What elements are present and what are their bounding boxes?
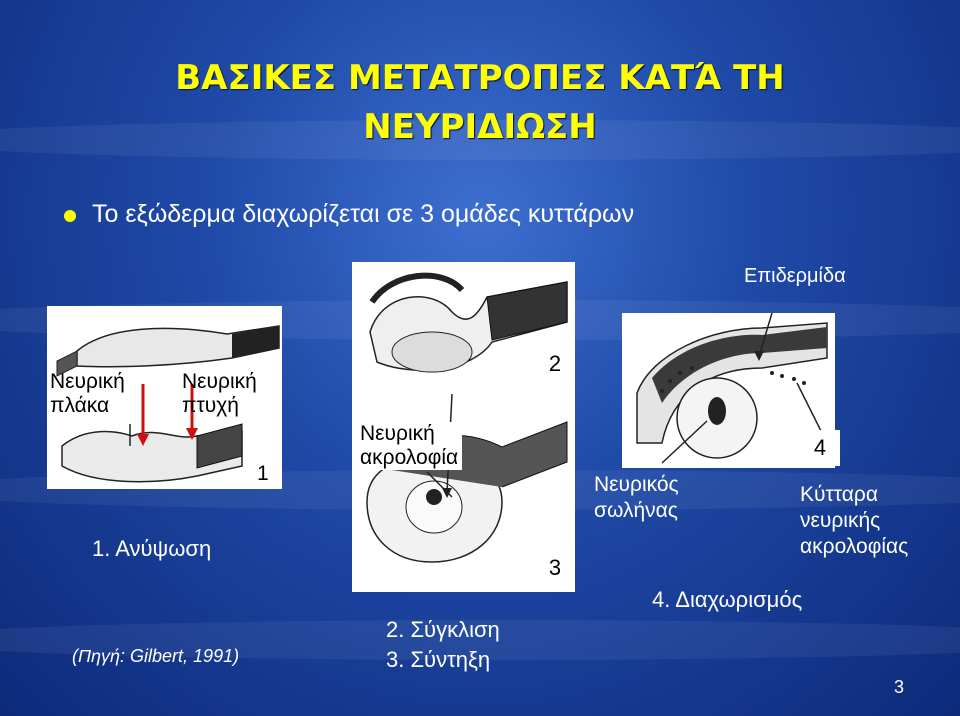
bullet-text: Το εξώδερμα διαχωρίζεται σε 3 ομάδες κυττάρων: [92, 200, 635, 228]
panel-number-4: 4: [800, 430, 840, 466]
label-neural-crest: Νευρική ακρολοφία: [356, 422, 462, 470]
slide-title-line2: ΝΕΥΡΙΔΙΩΣΗ: [363, 107, 597, 147]
slide-title-line1: ΒΑΣΙΚΕΣ ΜΕΤΑΤΡΟΠΕΣ ΚΑΤΆ ΤΗ: [175, 58, 785, 98]
page-number: 3: [893, 677, 904, 697]
bullet-dot-icon: [64, 210, 76, 222]
label-neural-plate: Νευρική πλάκα: [50, 370, 125, 417]
label-neural-fold: Νευρική πτυχή: [182, 370, 257, 417]
source-citation: (Πηγή: Gilbert, 1991): [72, 646, 240, 666]
caption-convergence: 2. Σύγκλιση: [386, 617, 500, 642]
panel-number-1: 1: [257, 462, 269, 485]
panel-number-3: 3: [538, 552, 572, 584]
label-epidermis: Επιδερμίδα: [744, 265, 846, 287]
label-neural-crest-cells: Κύτταρα νευρικής ακρολοφίας: [800, 483, 909, 558]
panel-number-2: 2: [538, 348, 572, 380]
label-neural-tube: Νευρικός σωλήνας: [594, 473, 679, 522]
caption-fusion: 3. Σύντηξη: [386, 647, 491, 672]
caption-elevation: 1. Ανύψωση: [92, 536, 212, 561]
caption-separation: 4. Διαχωρισμός: [652, 587, 803, 612]
